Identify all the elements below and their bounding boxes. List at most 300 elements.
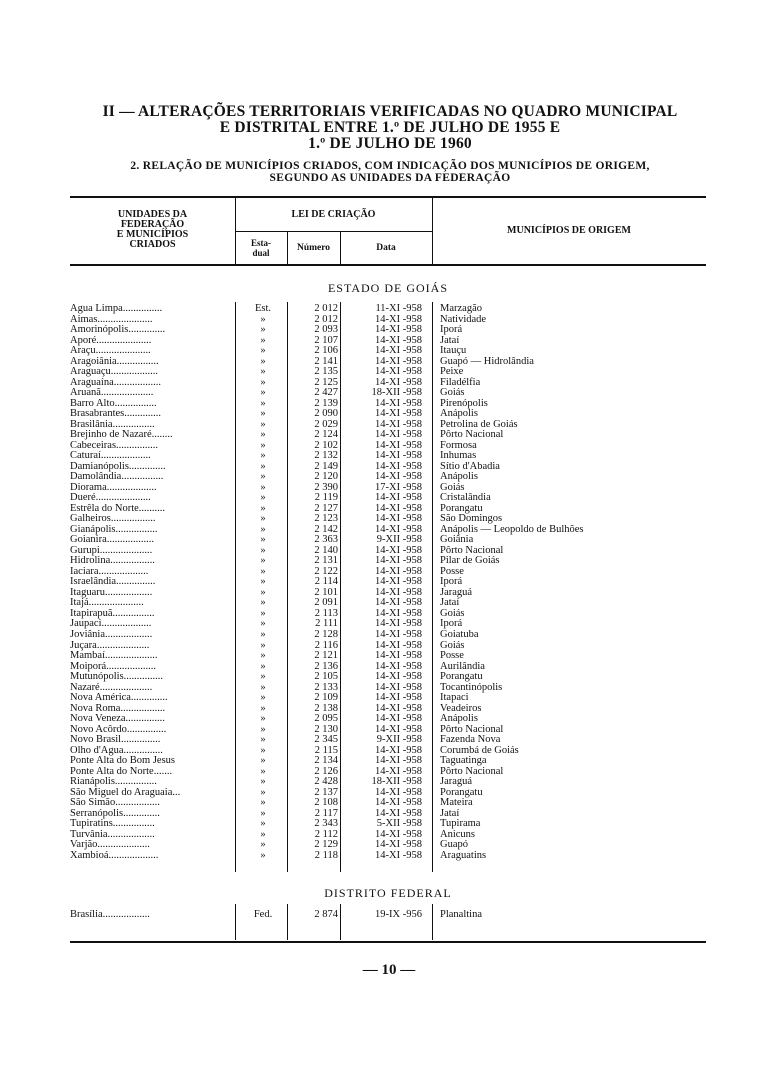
law-number: 2 142 xyxy=(314,523,338,535)
col-header-lei: LEI DE CRIAÇÃO xyxy=(291,209,376,220)
table-row xyxy=(70,630,706,641)
municipality-name: Itapirapuã................ xyxy=(70,608,155,619)
law-date: 14-XI -958 xyxy=(375,471,422,483)
municipality-name: Dueré..................... xyxy=(70,493,151,504)
municipality-name: Xambioá................... xyxy=(70,850,159,861)
law-date: 14-XI -958 xyxy=(375,355,422,367)
origin-municipalities: Guapó xyxy=(440,839,468,851)
law-number: 2 345 xyxy=(314,734,338,746)
origin-municipalities: Goiás xyxy=(440,481,465,493)
law-number: 2 141 xyxy=(314,355,338,367)
origin-municipalities: Jaraguá xyxy=(440,776,473,788)
law-date: 14-XI -958 xyxy=(375,639,422,651)
law-date: 14-XI -958 xyxy=(375,576,422,588)
origin-municipalities: Itauçu xyxy=(440,345,467,357)
law-date: 9-XII -958 xyxy=(376,534,422,546)
subtitle-line-1: 2. RELAÇÃO DE MUNICÍPIOS CRIADOS, COM INDICAÇÃO DOS MUNICÍPIOS DE ORIGEM, xyxy=(130,160,650,172)
law-date: 14-XI -958 xyxy=(375,660,422,672)
subtitle-line-2: SEGUNDO AS UNIDADES DA FEDERAÇÃO xyxy=(269,172,511,184)
law-number: 2 128 xyxy=(314,628,338,640)
municipality-name: Juçara.................... xyxy=(70,640,150,651)
law-date: 14-XI -958 xyxy=(375,460,422,472)
law-date: 14-XI -958 xyxy=(375,692,422,704)
law-scope: » xyxy=(260,639,266,651)
law-number: 2 117 xyxy=(314,807,338,819)
origin-municipalities: Pilar de Goiás xyxy=(440,555,500,567)
municipality-name: Israelândia............... xyxy=(70,577,156,588)
municipality-name: Nova América.............. xyxy=(70,693,168,704)
origin-municipalities: Anápolis xyxy=(440,713,478,725)
law-number: 2 139 xyxy=(314,397,338,409)
law-scope: » xyxy=(260,565,266,577)
municipality-name: Brasilânia................ xyxy=(70,419,155,430)
law-number: 2 029 xyxy=(314,418,338,430)
law-date: 14-XI -958 xyxy=(375,628,422,640)
table-row xyxy=(70,672,706,683)
law-scope: » xyxy=(260,576,266,588)
municipality-name: Diorama................... xyxy=(70,482,157,493)
law-date: 14-XI -958 xyxy=(375,408,422,420)
origin-municipalities: Jataí xyxy=(440,334,460,346)
law-scope: » xyxy=(260,492,266,504)
law-scope: » xyxy=(260,586,266,598)
law-scope: » xyxy=(260,460,266,472)
law-scope: » xyxy=(260,366,266,378)
law-scope: » xyxy=(260,544,266,556)
law-scope: » xyxy=(260,534,266,546)
law-number: 2 131 xyxy=(314,555,338,567)
law-scope: » xyxy=(260,671,266,683)
section-title-distrito-federal: DISTRITO FEDERAL xyxy=(324,886,452,900)
law-scope: » xyxy=(260,334,266,346)
law-scope: » xyxy=(260,355,266,367)
law-scope: » xyxy=(260,313,266,325)
law-number: 2 127 xyxy=(314,502,338,514)
origin-municipalities: Pôrto Nacional xyxy=(440,429,504,441)
origin-municipalities: Jataí xyxy=(440,597,460,609)
table-bottom-rule xyxy=(70,941,706,943)
law-date: 14-XI -958 xyxy=(375,681,422,693)
origin-municipalities: Posse xyxy=(440,565,464,577)
law-number: 2 123 xyxy=(314,513,338,525)
law-number: 2 149 xyxy=(314,460,338,472)
law-number: 2 120 xyxy=(314,471,338,483)
municipality-name: Iaciara................... xyxy=(70,566,149,577)
law-number: 2 129 xyxy=(314,839,338,851)
origin-municipalities: Planaltina xyxy=(440,909,482,920)
law-number: 2 138 xyxy=(314,702,338,714)
municipality-name: Itaguaru.................. xyxy=(70,587,153,598)
origin-municipalities: Araguatins xyxy=(440,849,487,861)
municipality-name: Itajá..................... xyxy=(70,598,144,609)
law-scope: » xyxy=(260,471,266,483)
origin-municipalities: Aurilândia xyxy=(440,660,485,672)
law-scope: » xyxy=(260,502,266,514)
law-scope: » xyxy=(260,839,266,851)
law-scope: » xyxy=(260,797,266,809)
law-number: 2 118 xyxy=(314,849,338,861)
municipality-name: Moiporá................... xyxy=(70,661,157,672)
law-scope: Fed. xyxy=(253,909,273,920)
law-date: 14-XI -958 xyxy=(375,702,422,714)
col-header-units-2: FEDERAÇÃO xyxy=(120,219,185,230)
origin-municipalities: Peixe xyxy=(440,366,464,378)
law-scope: » xyxy=(260,660,266,672)
municipality-name: Nazaré.................... xyxy=(70,682,153,693)
law-date: 11-XI -958 xyxy=(375,303,422,314)
law-number: 2 102 xyxy=(314,439,338,451)
law-scope: » xyxy=(260,376,266,388)
table-row xyxy=(70,910,706,921)
law-scope: » xyxy=(260,555,266,567)
law-number: 2 137 xyxy=(314,786,338,798)
law-number: 2 095 xyxy=(314,713,338,725)
origin-municipalities: Pôrto Nacional xyxy=(440,765,504,777)
law-date: 14-XI -958 xyxy=(375,671,422,683)
municipality-name: Varjão.................... xyxy=(70,840,150,851)
law-number: 2 133 xyxy=(314,681,338,693)
origin-municipalities: Tocantinópolis xyxy=(440,681,503,693)
law-date: 14-XI -958 xyxy=(375,765,422,777)
municipality-name: Brasília.................. xyxy=(70,910,150,920)
col-header-numero: Número xyxy=(296,243,331,253)
municipality-name: Araçu..................... xyxy=(70,346,151,357)
law-date: 14-XI -958 xyxy=(375,839,422,851)
law-number: 2 091 xyxy=(314,597,338,609)
lei-subheader-rule xyxy=(235,231,432,232)
law-scope: » xyxy=(260,744,266,756)
law-number: 2 126 xyxy=(314,765,338,777)
origin-municipalities: Filadélfia xyxy=(440,376,481,388)
municipality-name: Turvânia.................. xyxy=(70,829,155,840)
law-scope: » xyxy=(260,849,266,861)
law-scope: » xyxy=(260,713,266,725)
law-date: 14-XI -958 xyxy=(375,797,422,809)
origin-municipalities: Anápolis xyxy=(440,408,478,420)
law-scope: » xyxy=(260,828,266,840)
col-header-origem: MUNICÍPIOS DE ORIGEM xyxy=(507,225,631,236)
municipality-name: Água Limpa............... xyxy=(70,304,163,314)
law-scope: » xyxy=(260,650,266,662)
origin-municipalities: Formosa xyxy=(440,439,477,451)
col-header-units-3: E MUNICÍPIOS xyxy=(116,229,189,240)
law-date: 14-XI -958 xyxy=(375,418,422,430)
municipality-name: Damolândia................ xyxy=(70,472,164,483)
law-scope: » xyxy=(260,439,266,451)
municipality-name: Ôlho d'Água............... xyxy=(70,745,163,756)
law-date: 14-XI -958 xyxy=(375,755,422,767)
law-date: 5-XII -958 xyxy=(376,818,422,830)
law-number: 2 119 xyxy=(314,492,338,504)
municipality-name: Galheiros................. xyxy=(70,514,156,525)
law-date: 14-XI -958 xyxy=(375,544,422,556)
law-scope: » xyxy=(260,597,266,609)
municipality-name: São Miguel do Araguaia... xyxy=(70,787,181,798)
origin-municipalities: Anápolis xyxy=(440,471,478,483)
municipality-name: Nova Veneza............... xyxy=(70,714,165,725)
law-date: 14-XI -958 xyxy=(375,849,422,861)
municipality-name: Cabeceiras................ xyxy=(70,440,159,451)
law-date: 14-XI -958 xyxy=(375,523,422,535)
origin-municipalities: Veadeiros xyxy=(440,702,482,714)
law-date: 14-XI -958 xyxy=(375,555,422,567)
law-date: 14-XI -958 xyxy=(375,366,422,378)
origin-municipalities: Itapaci xyxy=(440,692,469,704)
table-row xyxy=(70,325,706,336)
law-number: 2 114 xyxy=(314,576,338,588)
law-date: 14-XI -958 xyxy=(375,376,422,388)
table-row xyxy=(70,346,706,357)
law-number: 2 135 xyxy=(314,366,338,378)
law-number: 2 134 xyxy=(314,755,338,767)
law-scope: » xyxy=(260,755,266,767)
municipality-name: Damianópolis.............. xyxy=(70,461,166,472)
municipality-name: Aimas..................... xyxy=(70,314,153,325)
origin-municipalities: Goiás xyxy=(440,639,465,651)
law-number: 2 390 xyxy=(314,481,338,493)
law-number: 2 130 xyxy=(314,723,338,735)
origin-municipalities: Porangatu xyxy=(440,502,483,514)
origin-municipalities: Natividade xyxy=(440,313,487,325)
municipality-name: Caturaí................... xyxy=(70,451,151,462)
table-top-rule xyxy=(70,196,706,198)
law-scope: » xyxy=(260,324,266,336)
origin-municipalities: Posse xyxy=(440,650,464,662)
law-scope: » xyxy=(260,723,266,735)
law-date: 14-XI -958 xyxy=(375,713,422,725)
origin-municipalities: Taguatinga xyxy=(440,755,487,767)
law-date: 14-XI -958 xyxy=(375,513,422,525)
law-number: 2 109 xyxy=(314,692,338,704)
law-date: 14-XI -958 xyxy=(375,397,422,409)
section-title-goias: ESTADO DE GOIÁS xyxy=(327,281,449,295)
law-date: 14-XI -958 xyxy=(375,313,422,325)
municipality-name: Rianápolis................ xyxy=(70,777,157,788)
origin-municipalities: Iporá xyxy=(440,618,463,630)
municipality-name: Gurupi.................... xyxy=(70,545,153,556)
origin-municipalities: Marzagão xyxy=(440,303,482,314)
law-scope: » xyxy=(260,786,266,798)
law-scope: » xyxy=(260,692,266,704)
law-scope: » xyxy=(260,734,266,746)
law-number: 2 106 xyxy=(314,345,338,357)
law-date: 14-XI -958 xyxy=(375,439,422,451)
law-number: 2 136 xyxy=(314,660,338,672)
law-number: 2 108 xyxy=(314,797,338,809)
law-date: 18-XII -958 xyxy=(371,387,422,399)
law-scope: » xyxy=(260,387,266,399)
municipality-name: Estrêla do Norte.......... xyxy=(70,503,166,514)
law-number: 2 343 xyxy=(314,818,338,830)
law-number: 2 012 xyxy=(314,303,338,314)
law-scope: » xyxy=(260,618,266,630)
origin-municipalities: Anicuns xyxy=(440,828,475,840)
main-title-line-1: II — ALTERAÇÕES TERRITORIAIS VERIFICADAS NO QUADRO MUNICIPAL xyxy=(102,103,678,120)
col-header-estadual-2: dual xyxy=(252,248,270,258)
origin-municipalities: Iporá xyxy=(440,324,463,336)
law-scope: » xyxy=(260,397,266,409)
law-date: 14-XI -958 xyxy=(375,597,422,609)
law-scope: » xyxy=(260,776,266,788)
table-row xyxy=(70,651,706,662)
origin-municipalities: Anápolis — Leopoldo de Bulhões xyxy=(440,523,584,535)
municipality-name: Aragoiânia................ xyxy=(70,356,159,367)
law-number: 2 132 xyxy=(314,450,338,462)
origin-municipalities: Fazenda Nova xyxy=(440,734,501,746)
law-scope: » xyxy=(260,765,266,777)
law-number: 2 112 xyxy=(314,828,338,840)
law-number: 2 363 xyxy=(314,534,338,546)
origin-municipalities: Petrolina de Goiás xyxy=(440,418,518,430)
origin-municipalities: Jaraguá xyxy=(440,586,473,598)
law-scope: » xyxy=(260,523,266,535)
law-scope: » xyxy=(260,429,266,441)
municipality-name: Araguaçu.................. xyxy=(70,367,159,378)
law-number: 2 115 xyxy=(314,744,338,756)
law-scope: » xyxy=(260,481,266,493)
municipality-name: Aporé..................... xyxy=(70,335,152,346)
municipality-name: Serranópolis.............. xyxy=(70,808,160,819)
origin-municipalities: Guapó — Hidrolândia xyxy=(440,355,534,367)
origin-municipalities: Goiás xyxy=(440,607,465,619)
table-header-bottom-rule xyxy=(70,264,706,266)
law-date: 17-XI -958 xyxy=(375,481,422,493)
law-scope: » xyxy=(260,513,266,525)
law-date: 14-XI -958 xyxy=(375,492,422,504)
law-date: 14-XI -958 xyxy=(375,324,422,336)
municipality-name: São Simão................. xyxy=(70,798,160,809)
law-date: 14-XI -958 xyxy=(375,807,422,819)
df-municipality-list xyxy=(70,910,706,921)
law-number: 2 105 xyxy=(314,671,338,683)
municipality-name: Ponte Alta do Bom Jesus xyxy=(70,756,176,767)
municipality-name: Barro Alto................ xyxy=(70,398,157,409)
law-number: 2 101 xyxy=(314,586,338,598)
law-scope: » xyxy=(260,818,266,830)
law-scope: » xyxy=(260,450,266,462)
law-scope: » xyxy=(260,418,266,430)
municipality-name: Goianira.................. xyxy=(70,535,154,546)
municipality-name: Gianápolis................ xyxy=(70,524,158,535)
law-date: 14-XI -958 xyxy=(375,586,422,598)
law-number: 2 121 xyxy=(314,650,338,662)
origin-municipalities: Corumbá de Goiás xyxy=(440,744,519,756)
table-row xyxy=(70,304,706,315)
municipality-name: Ponte Alta do Norte....... xyxy=(70,766,173,777)
law-date: 14-XI -958 xyxy=(375,607,422,619)
law-date: 14-XI -958 xyxy=(375,828,422,840)
municipality-name: Brejinho de Nazaré........ xyxy=(70,430,173,441)
col-header-data: Data xyxy=(376,243,396,253)
origin-municipalities: Cristalândia xyxy=(440,492,491,504)
origin-municipalities: Porangatu xyxy=(440,786,483,798)
origin-municipalities: Sítio d'Abadia xyxy=(440,460,500,472)
municipality-name: Tupiratins................ xyxy=(70,819,155,830)
law-scope: Est. xyxy=(254,303,272,314)
law-number: 2 124 xyxy=(314,429,338,441)
law-number: 2 111 xyxy=(315,618,338,630)
col-header-estadual-1: Esta- xyxy=(251,238,271,248)
origin-municipalities: Goiatuba xyxy=(440,628,479,640)
municipality-name: Nova Roma................. xyxy=(70,703,166,714)
law-number: 2 012 xyxy=(314,313,338,325)
municipality-name: Aruanã.................... xyxy=(70,388,154,399)
origin-municipalities: Pirenópolis xyxy=(440,397,488,409)
municipality-name: Jaupaci................... xyxy=(70,619,152,630)
law-date: 9-XII -958 xyxy=(376,734,422,746)
law-date: 14-XI -958 xyxy=(375,345,422,357)
law-date: 14-XI -958 xyxy=(375,618,422,630)
law-scope: » xyxy=(260,807,266,819)
law-scope: » xyxy=(260,408,266,420)
table-row xyxy=(70,851,706,862)
col-header-units-1: UNIDADES DA xyxy=(117,209,188,220)
page-number: — 10 — xyxy=(362,962,416,978)
origin-municipalities: Mateira xyxy=(440,797,473,809)
origin-municipalities: Pôrto Nacional xyxy=(440,723,504,735)
law-date: 14-XI -958 xyxy=(375,786,422,798)
law-number: 2 140 xyxy=(314,544,338,556)
law-date: 14-XI -958 xyxy=(375,450,422,462)
law-date: 14-XI -958 xyxy=(375,565,422,577)
law-date: 14-XI -958 xyxy=(375,723,422,735)
law-date: 14-XI -958 xyxy=(375,650,422,662)
municipality-name: Amorinópolis.............. xyxy=(70,325,166,336)
law-number: 2 427 xyxy=(314,387,338,399)
origin-municipalities: Tupirama xyxy=(440,818,481,830)
col-header-units-4: CRIADOS xyxy=(129,239,176,250)
municipality-name: Joviânia.................. xyxy=(70,629,153,640)
law-date: 14-XI -958 xyxy=(375,429,422,441)
origin-municipalities: Pôrto Nacional xyxy=(440,544,504,556)
law-date: 14-XI -958 xyxy=(375,334,422,346)
municipality-name: Novo Acôrdo............... xyxy=(70,724,167,735)
municipality-name: Hidrolina................. xyxy=(70,556,155,567)
law-number: 2 113 xyxy=(314,607,338,619)
origin-municipalities: Goiânia xyxy=(440,534,474,546)
law-scope: » xyxy=(260,345,266,357)
law-number: 2 090 xyxy=(314,408,338,420)
main-title-line-2: E DISTRITAL ENTRE 1.º DE JULHO DE 1955 E xyxy=(219,119,561,136)
municipality-name: Mutunópolis............... xyxy=(70,672,164,683)
law-number: 2 125 xyxy=(314,376,338,388)
law-scope: » xyxy=(260,702,266,714)
origin-municipalities: Iporá xyxy=(440,576,463,588)
origin-municipalities: Porangatu xyxy=(440,671,483,683)
origin-municipalities: Jataí xyxy=(440,807,460,819)
law-scope: » xyxy=(260,628,266,640)
law-number: 2 107 xyxy=(314,334,338,346)
law-date: 14-XI -958 xyxy=(375,744,422,756)
law-date: 18-XII -958 xyxy=(371,776,422,788)
municipality-name: Novo Brasil............... xyxy=(70,735,161,746)
law-scope: » xyxy=(260,607,266,619)
law-date: 14-XI -958 xyxy=(375,502,422,514)
municipality-name: Mambaí.................... xyxy=(70,651,158,662)
law-number: 2 093 xyxy=(314,324,338,336)
law-number: 2 874 xyxy=(314,909,338,920)
main-title-line-3: 1.º DE JULHO DE 1960 xyxy=(308,135,472,152)
municipality-name: Araguaína.................. xyxy=(70,377,161,388)
law-number: 2 116 xyxy=(314,639,338,651)
law-date: 19-IX -956 xyxy=(375,909,422,920)
law-number: 2 428 xyxy=(314,776,338,788)
law-scope: » xyxy=(260,681,266,693)
municipality-name: Brasabrantes.............. xyxy=(70,409,161,420)
goias-municipality-list xyxy=(70,304,706,861)
origin-municipalities: Goiás xyxy=(440,387,465,399)
origin-municipalities: Inhumas xyxy=(440,450,477,462)
